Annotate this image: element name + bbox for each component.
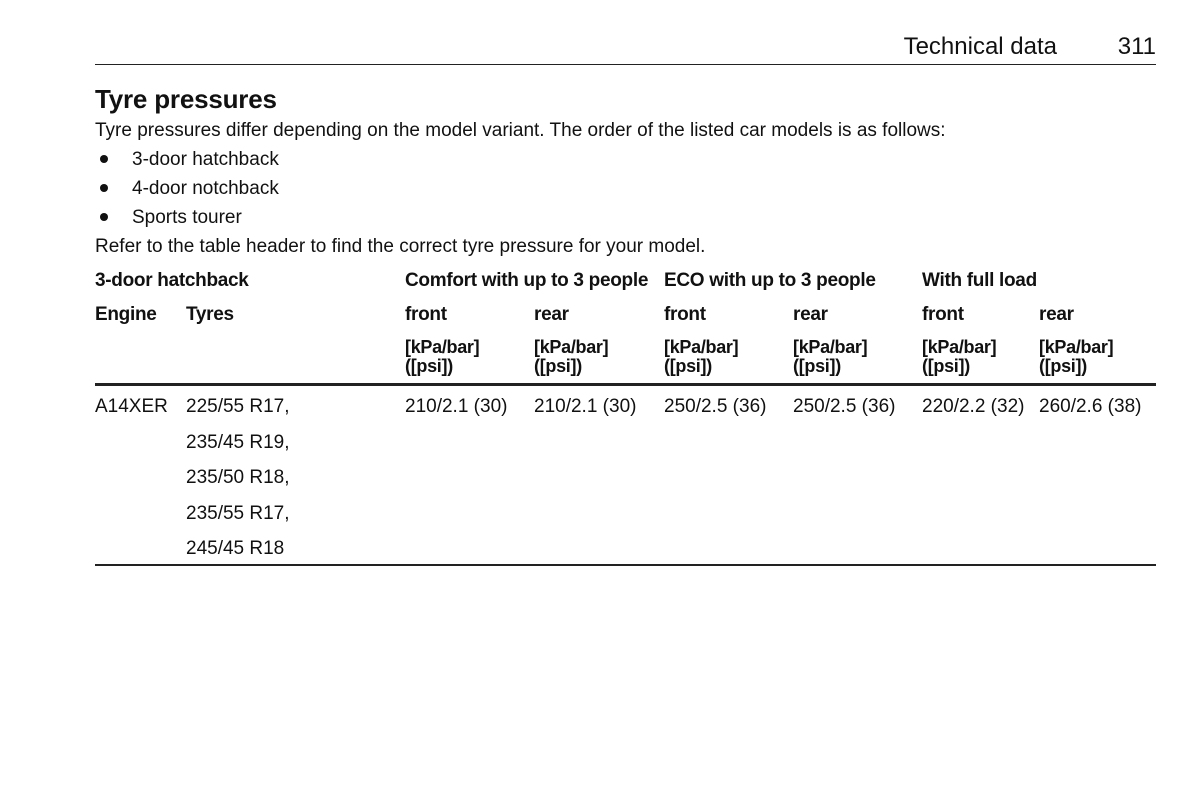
column-header-front: front xyxy=(664,304,706,325)
unit-label xyxy=(664,338,738,376)
group-heading-eco: ECO with up to 3 people xyxy=(664,270,876,291)
engine-cell: A14XER xyxy=(95,396,168,417)
bullet-icon xyxy=(100,184,108,192)
page-title: Tyre pressures xyxy=(95,84,277,114)
unit-label xyxy=(793,338,867,376)
group-heading-full-load: With full load xyxy=(922,270,1037,291)
header-page-number: 311 xyxy=(1117,33,1156,60)
pressure-cell-eco-front: 250/2.5 (36) xyxy=(664,396,767,417)
list-item xyxy=(95,207,279,236)
tyre-size: 245/45 R18 xyxy=(186,538,285,559)
unit-line: [kPa/bar] xyxy=(534,337,609,357)
column-header-tyres: Tyres xyxy=(186,304,234,325)
table-header-divider xyxy=(95,383,1156,386)
unit-line: ([psi]) xyxy=(793,356,841,376)
tyre-size: 235/45 R19, xyxy=(186,431,290,453)
column-header-rear: rear xyxy=(534,304,569,325)
tyre-size: 235/55 R17, xyxy=(186,502,290,524)
refer-text: Refer to the table header to find the correct tyre pressure for your model. xyxy=(95,236,706,257)
pressure-cell-full-load-front: 220/2.2 (32) xyxy=(922,396,1025,417)
header-section-title: Technical data xyxy=(903,33,1057,60)
column-header-front: front xyxy=(922,304,964,325)
unit-line: [kPa/bar] xyxy=(1039,337,1114,357)
intro-text: Tyre pressures differ depending on the model variant. The order of the listed car models is as follows: xyxy=(95,120,946,141)
list-item xyxy=(95,149,279,178)
model-list xyxy=(95,149,279,236)
bullet-icon xyxy=(100,155,108,163)
pressure-cell-full-load-rear: 260/2.6 (38) xyxy=(1039,396,1142,417)
model-label: 3-door hatchback xyxy=(132,149,279,170)
unit-line: ([psi]) xyxy=(922,356,970,376)
tyre-size: 235/50 R18, xyxy=(186,467,290,488)
pressure-cell-comfort-rear: 210/2.1 (30) xyxy=(534,396,637,417)
column-header-front: front xyxy=(405,304,447,325)
column-header-rear: rear xyxy=(793,304,828,325)
column-header-rear: rear xyxy=(1039,304,1074,325)
unit-label xyxy=(922,338,996,376)
tyre-size: 225/55 R17, xyxy=(186,396,290,417)
pressure-cell-eco-rear: 250/2.5 (36) xyxy=(793,396,896,417)
unit-line: [kPa/bar] xyxy=(664,337,739,357)
unit-line: ([psi]) xyxy=(405,356,453,376)
unit-label xyxy=(405,338,479,376)
model-label: Sports tourer xyxy=(132,207,242,228)
unit-line: [kPa/bar] xyxy=(793,337,868,357)
pressure-cell-comfort-front: 210/2.1 (30) xyxy=(405,396,508,417)
table-bottom-rule xyxy=(95,564,1156,566)
list-item xyxy=(95,178,279,207)
unit-label xyxy=(1039,338,1113,376)
tyre-size-list xyxy=(186,396,290,574)
unit-line: [kPa/bar] xyxy=(405,337,480,357)
model-label: 4-door notchback xyxy=(132,178,279,199)
page-header xyxy=(95,30,1156,65)
table-model-heading: 3-door hatchback xyxy=(95,270,249,291)
unit-label xyxy=(534,338,608,376)
unit-line: ([psi]) xyxy=(664,356,712,376)
unit-line: ([psi]) xyxy=(1039,356,1087,376)
column-header-engine: Engine xyxy=(95,304,157,325)
unit-line: [kPa/bar] xyxy=(922,337,997,357)
unit-line: ([psi]) xyxy=(534,356,582,376)
bullet-icon xyxy=(100,213,108,221)
group-heading-comfort: Comfort with up to 3 people xyxy=(405,270,649,291)
